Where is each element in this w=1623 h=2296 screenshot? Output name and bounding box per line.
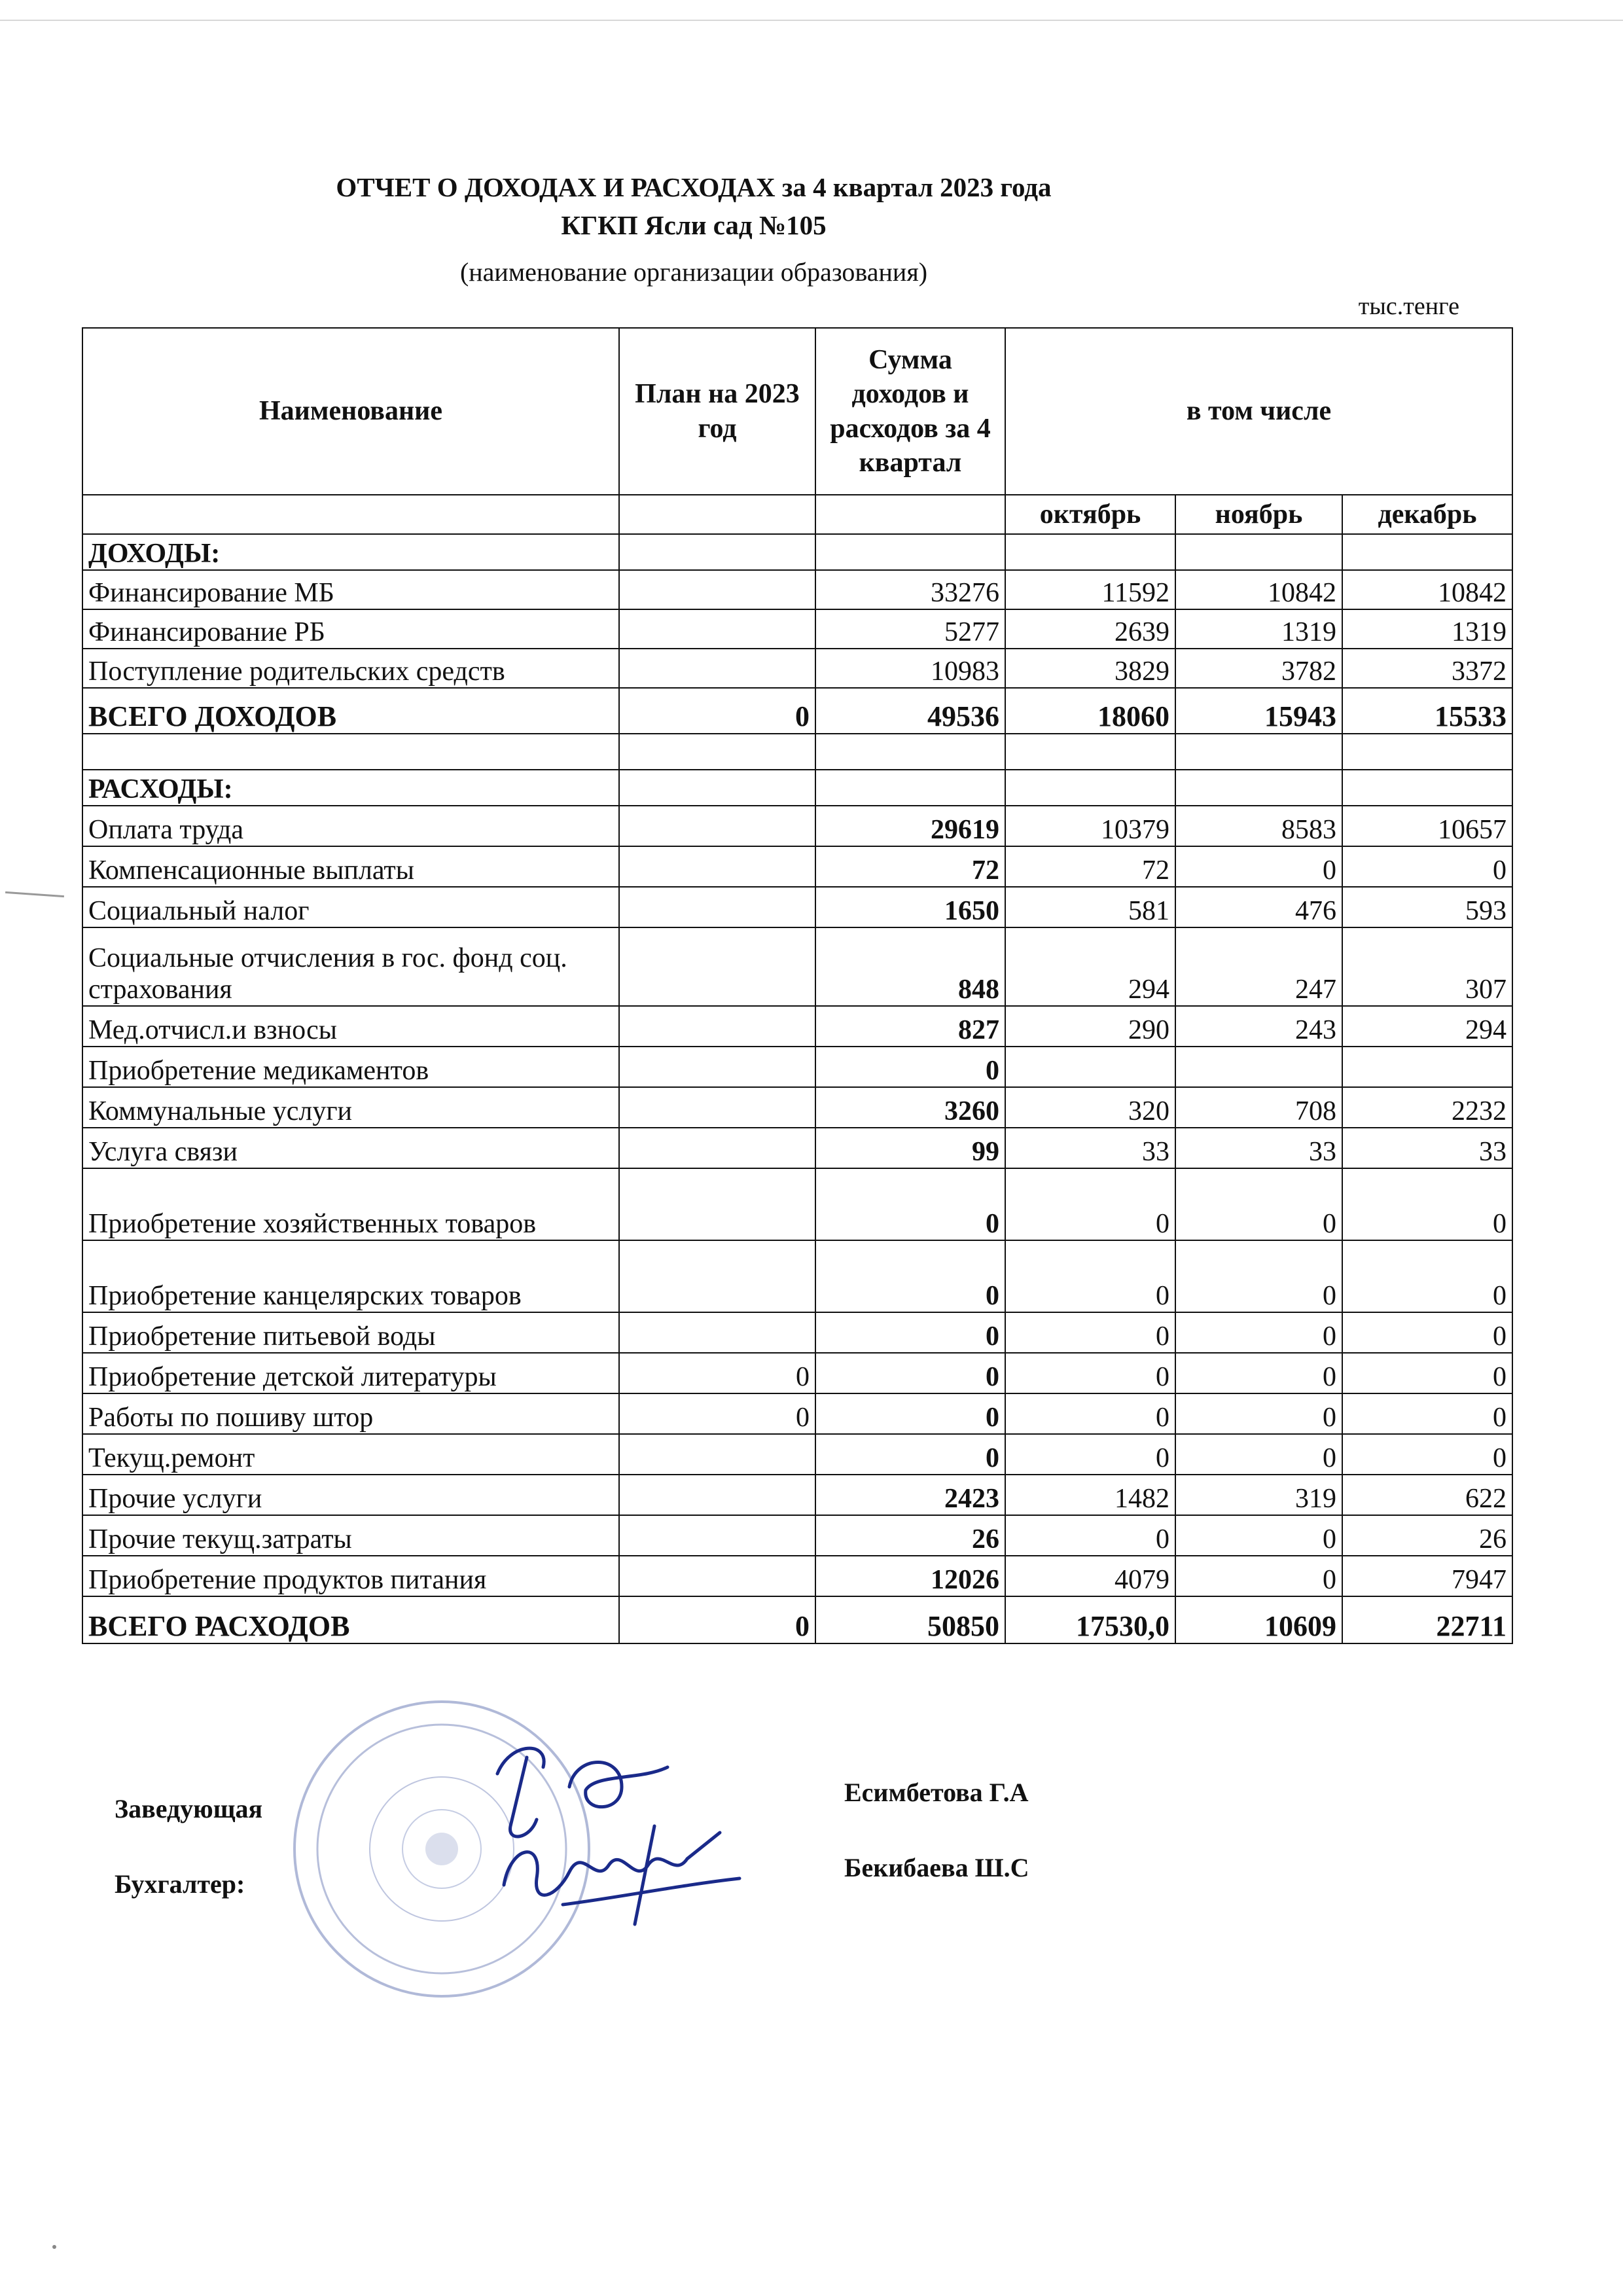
cell-m2: 10842 [1175,570,1342,609]
cell-m1: 17530,0 [1005,1596,1175,1643]
accountant-role: Бухгалтер: [115,1869,245,1899]
cell-plan [619,887,815,927]
col-header-sum: Сумма доходов и расходов за 4 квартал [815,328,1005,495]
report-title: ОТЧЕТ О ДОХОДАХ И РАСХОДАХ за 4 квартал 2023 года [336,172,1052,202]
row-name: Финансирование РБ [82,609,619,649]
scan-edge-line [0,20,1623,21]
cell-sum: 72 [815,846,1005,887]
table-row [82,1047,1512,1087]
cell-m2: 0 [1175,1393,1342,1434]
cell-m1: 290 [1005,1006,1175,1047]
cell-m3: 307 [1342,927,1512,1006]
head-role: Заведующая [115,1794,263,1823]
row-name: Текущ.ремонт [82,1434,619,1475]
cell-m1 [1005,1047,1175,1087]
cell-sum: 10983 [815,649,1005,688]
table-row [82,609,1512,649]
row-name: ВСЕГО ДОХОДОВ [82,688,619,734]
organization-caption: (наименование организации образования) [459,257,928,287]
cell-m2 [1175,1047,1342,1087]
cell-plan [619,1434,815,1475]
cell-m3: 2232 [1342,1087,1512,1128]
cell-plan [619,1556,815,1596]
cell-m1: 10379 [1005,806,1175,846]
cell-plan: 0 [619,688,815,734]
section-label: РАСХОДЫ: [82,770,619,806]
row-name: Поступление родительских средств [82,649,619,688]
cell-sum: 0 [815,1240,1005,1312]
cell-m3: 0 [1342,1312,1512,1353]
cell-sum: 99 [815,1128,1005,1168]
table-row [82,1006,1512,1047]
cell-m1: 1482 [1005,1475,1175,1515]
cell-m1: 0 [1005,1515,1175,1556]
cell-plan [619,1087,815,1128]
cell-m2: 319 [1175,1475,1342,1515]
cell-m2: 10609 [1175,1596,1342,1643]
section-label: ДОХОДЫ: [82,534,619,570]
row-name: Приобретение хозяйственных товаров [82,1168,619,1240]
cell-plan [619,1475,815,1515]
cell-plan [619,806,815,846]
cell-plan [619,649,815,688]
cell-m3: 0 [1342,1434,1512,1475]
table-row [82,1312,1512,1353]
table-row [82,846,1512,887]
cell-m2: 15943 [1175,688,1342,734]
cell-sum: 0 [815,1047,1005,1087]
cell-m3: 7947 [1342,1556,1512,1596]
col-header-incl: в том числе [1005,328,1512,495]
table-row [82,1240,1512,1312]
cell-m1: 0 [1005,1434,1175,1475]
row-name: Приобретение продуктов питания [82,1556,619,1596]
accountant-name: Бекибаева Ш.С [844,1853,1029,1882]
cell-plan: 0 [619,1393,815,1434]
cell-sum: 848 [815,927,1005,1006]
cell-sum: 33276 [815,570,1005,609]
cell-sum: 0 [815,1168,1005,1240]
cell-m2: 247 [1175,927,1342,1006]
cell-m1: 3829 [1005,649,1175,688]
table-row [82,570,1512,609]
cell-m1: 0 [1005,1240,1175,1312]
row-name: Коммунальные услуги [82,1087,619,1128]
col-header-name: Наименование [82,328,619,495]
col-header-plan: План на 2023 год [619,328,815,495]
cell-sum: 0 [815,1434,1005,1475]
cell-sum: 0 [815,1312,1005,1353]
col-header-month-3: декабрь [1342,495,1512,534]
table-subheader-row [82,495,1512,534]
cell-m1: 72 [1005,846,1175,887]
table-row [82,1393,1512,1434]
cell-plan [619,1047,815,1087]
row-name: Приобретение питьевой воды [82,1312,619,1353]
cell-sum: 50850 [815,1596,1005,1643]
table-row [82,1168,1512,1240]
cell-plan [619,1006,815,1047]
income-section-row [82,534,1512,570]
cell-sum: 49536 [815,688,1005,734]
cell-m1: 18060 [1005,688,1175,734]
row-name: Приобретение канцелярских товаров [82,1240,619,1312]
cell-m2: 0 [1175,1312,1342,1353]
row-name: Финансирование МБ [82,570,619,609]
table-header-row [82,328,1512,495]
cell-m3: 593 [1342,887,1512,927]
cell-m3: 10657 [1342,806,1512,846]
cell-m3: 15533 [1342,688,1512,734]
spacer-row [82,734,1512,770]
cell-m1: 581 [1005,887,1175,927]
cell-m1: 4079 [1005,1556,1175,1596]
scan-mark [5,891,64,897]
cell-m3: 294 [1342,1006,1512,1047]
cell-m1: 0 [1005,1312,1175,1353]
cell-m3: 22711 [1342,1596,1512,1643]
cell-m2: 33 [1175,1128,1342,1168]
cell-plan [619,1240,815,1312]
head-name: Есимбетова Г.А [844,1778,1029,1807]
cell-m2: 0 [1175,1240,1342,1312]
table-row [82,927,1512,1006]
cell-m1: 0 [1005,1393,1175,1434]
total-row [82,688,1512,734]
table-row [82,1353,1512,1393]
cell-sum: 0 [815,1353,1005,1393]
cell-m3: 0 [1342,1168,1512,1240]
cell-m2: 0 [1175,1434,1342,1475]
cell-m2: 0 [1175,846,1342,887]
row-name: Работы по пошиву штор [82,1393,619,1434]
col-header-month-2: ноябрь [1175,495,1342,534]
row-name: ВСЕГО РАСХОДОВ [82,1596,619,1643]
table-row [82,1434,1512,1475]
row-name: Приобретение детской литературы [82,1353,619,1393]
cell-m2: 708 [1175,1087,1342,1128]
table-row [82,1087,1512,1128]
cell-plan [619,927,815,1006]
row-name: Прочие услуги [82,1475,619,1515]
table-row [82,1128,1512,1168]
cell-m1: 11592 [1005,570,1175,609]
row-name: Оплата труда [82,806,619,846]
cell-m1: 320 [1005,1087,1175,1128]
cell-m2: 476 [1175,887,1342,927]
cell-m2: 0 [1175,1556,1342,1596]
cell-m3: 26 [1342,1515,1512,1556]
cell-m2: 1319 [1175,609,1342,649]
cell-sum: 26 [815,1515,1005,1556]
cell-sum: 827 [815,1006,1005,1047]
cell-m3: 622 [1342,1475,1512,1515]
cell-m1: 33 [1005,1128,1175,1168]
table-row [82,806,1512,846]
cell-m3: 10842 [1342,570,1512,609]
cell-m2: 0 [1175,1168,1342,1240]
report-table [82,327,1513,1644]
col-header-month-1: октябрь [1005,495,1175,534]
cell-m3 [1342,1047,1512,1087]
cell-plan [619,1128,815,1168]
cell-plan [619,1312,815,1353]
cell-m3: 3372 [1342,649,1512,688]
cell-plan: 0 [619,1353,815,1393]
table-row [82,1515,1512,1556]
row-name: Прочие текущ.затраты [82,1515,619,1556]
cell-sum: 3260 [815,1087,1005,1128]
cell-m2: 243 [1175,1006,1342,1047]
cell-sum: 5277 [815,609,1005,649]
cell-m3: 0 [1342,846,1512,887]
row-name: Компенсационные выплаты [82,846,619,887]
cell-m2: 0 [1175,1515,1342,1556]
cell-sum: 29619 [815,806,1005,846]
unit-label: тыс.тенге [1358,293,1459,320]
cell-m3: 0 [1342,1393,1512,1434]
table-row [82,1556,1512,1596]
cell-m2: 8583 [1175,806,1342,846]
table-row [82,887,1512,927]
cell-m3: 33 [1342,1128,1512,1168]
cell-m2: 0 [1175,1353,1342,1393]
row-name: Приобретение медикаментов [82,1047,619,1087]
cell-plan: 0 [619,1596,815,1643]
cell-m1: 294 [1005,927,1175,1006]
cell-plan [619,1168,815,1240]
cell-sum: 2423 [815,1475,1005,1515]
total-row [82,1596,1512,1643]
cell-m3: 0 [1342,1353,1512,1393]
row-name: Мед.отчисл.и взносы [82,1006,619,1047]
cell-m1: 2639 [1005,609,1175,649]
cell-plan [619,570,815,609]
organization-name: КГКП Ясли сад №105 [561,210,827,240]
cell-plan [619,846,815,887]
table-row [82,649,1512,688]
cell-sum: 12026 [815,1556,1005,1596]
row-name: Социальные отчисления в гос. фонд соц. страхования [82,927,619,1006]
cell-m2: 3782 [1175,649,1342,688]
expense-section-row [82,770,1512,806]
row-name: Социальный налог [82,887,619,927]
cell-m3: 1319 [1342,609,1512,649]
cell-m1: 0 [1005,1168,1175,1240]
cell-sum: 0 [815,1393,1005,1434]
cell-sum: 1650 [815,887,1005,927]
cell-m3: 0 [1342,1240,1512,1312]
table-row [82,1475,1512,1515]
row-name: Услуга связи [82,1128,619,1168]
scan-speck [52,2245,56,2249]
cell-plan [619,609,815,649]
cell-plan [619,1515,815,1556]
signature-accountant [484,1806,746,1937]
cell-m1: 0 [1005,1353,1175,1393]
